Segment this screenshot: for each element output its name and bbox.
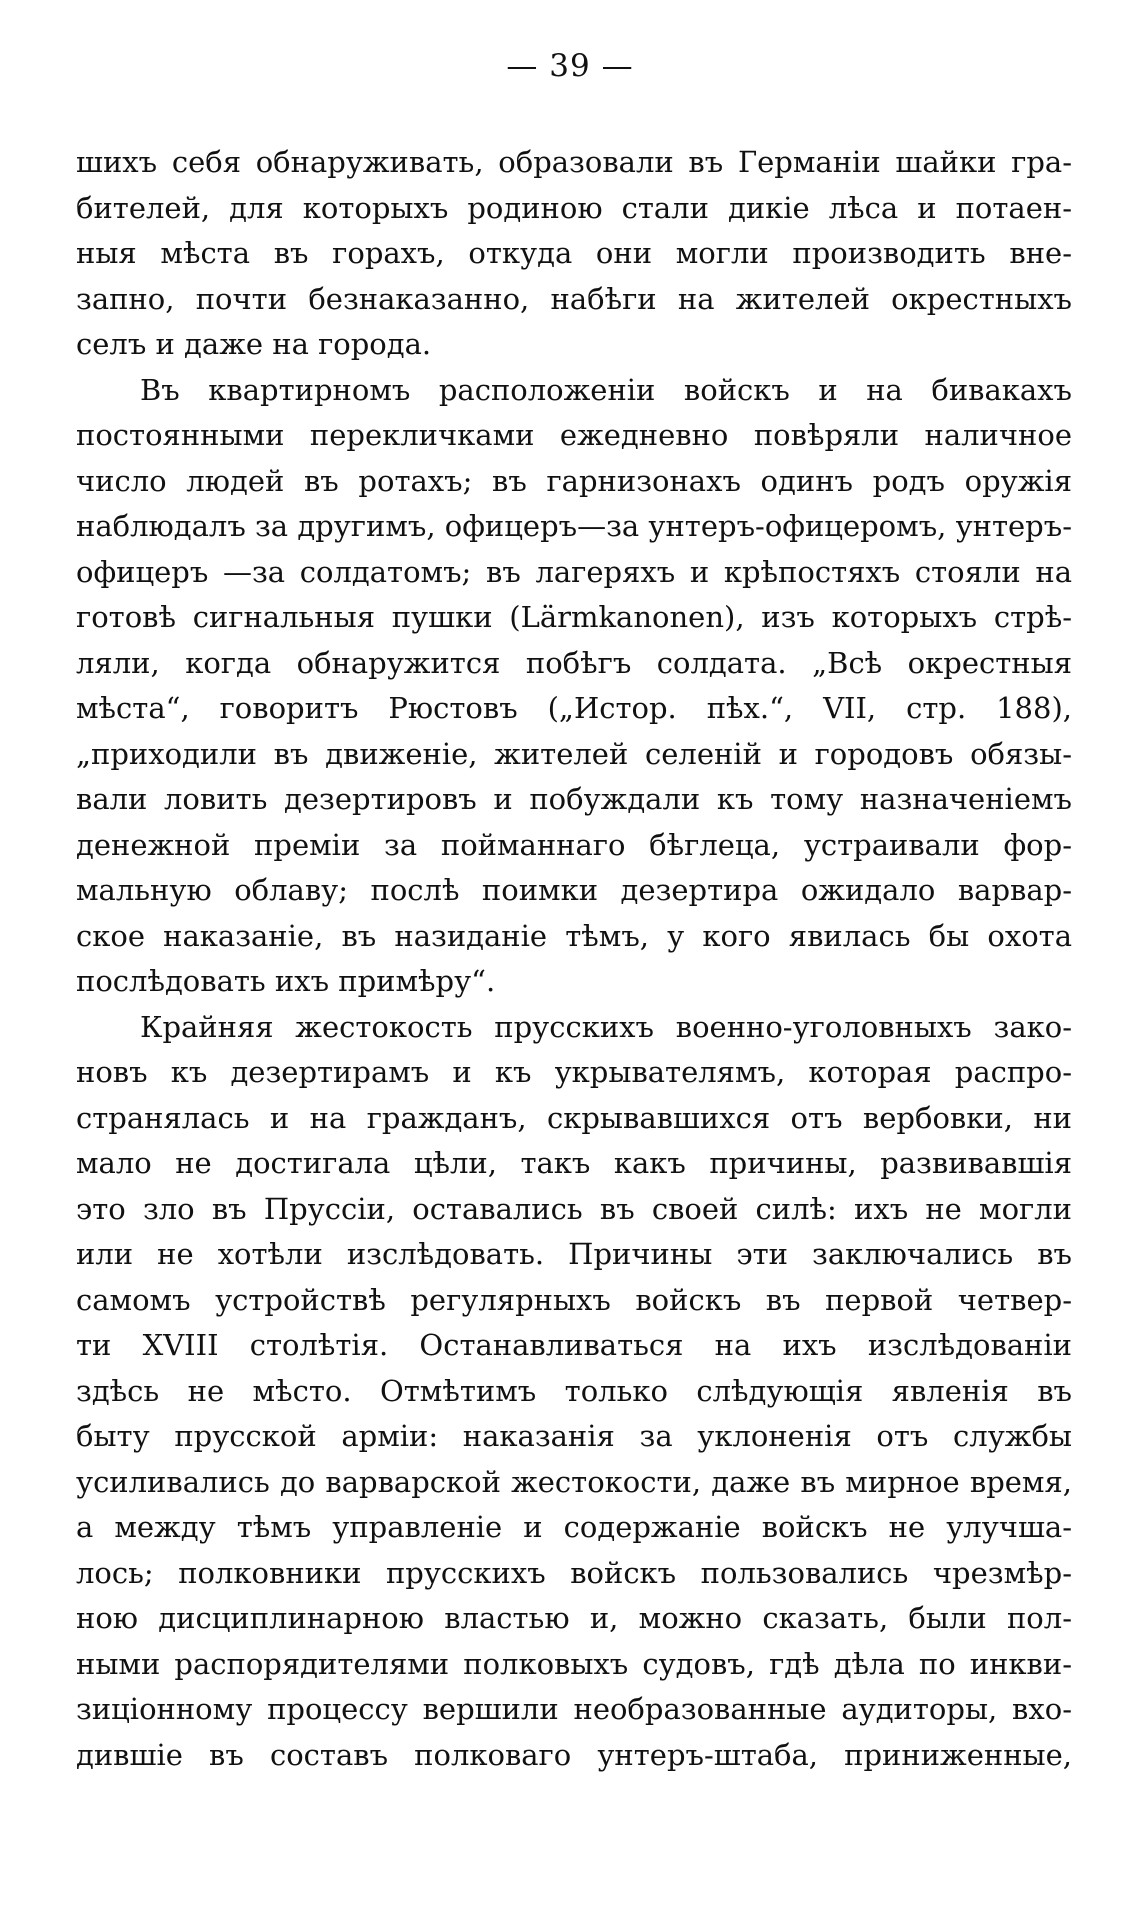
page-number: — 39 — <box>506 48 634 84</box>
text-line: денежной преміи за пойманнаго бѣглеца, устраивали фор- <box>76 827 1072 862</box>
text-line: постоянными перекличками ежедневно повѣряли наличное <box>76 418 1072 452</box>
body-text <box>76 140 1072 1778</box>
text-line: ляли, когда обнаружится побѣгъ солдата. „Всѣ окрестныя <box>76 645 1072 680</box>
text-line: мало не достигала цѣли, такъ какъ причины, развивавшія <box>76 1146 1072 1180</box>
text-line: ское наказаніе, въ назиданіе тѣмъ, у кого явилась бы охота <box>76 918 1072 953</box>
text-line: офицеръ —за солдатомъ; въ лагеряхъ и крѣпостяхъ стояли на <box>76 554 1072 589</box>
text-line: бителей, для которыхъ родиною стали дикіе лѣса и потаен- <box>76 190 1072 225</box>
text-line: запно, почти безнаказанно, набѣги на жителей окрестныхъ <box>76 281 1072 316</box>
text-line: а между тѣмъ управленіе и содержаніе войскъ не улучша- <box>76 1510 1072 1544</box>
text-line: шихъ себя обнаруживать, образовали въ Германіи шайки гра- <box>76 145 1072 179</box>
text-line: вали ловить дезертировъ и побуждали къ тому назначеніемъ <box>76 782 1072 816</box>
text-line: лось; полковники прусскихъ войскъ пользовались чрезмѣр- <box>76 1555 1072 1590</box>
text-line: Крайняя жестокость прусскихъ военно-уголовныхъ зако- <box>140 1009 1072 1044</box>
text-line: усиливались до варварской жестокости, даже въ мирное время, <box>76 1464 1072 1499</box>
text-line: зиціонному процессу вершили необразованные аудиторы, вхо- <box>76 1692 1072 1726</box>
text-line: самомъ устройствѣ регулярныхъ войскъ въ первой четвер- <box>76 1282 1072 1317</box>
text-line: готовѣ сигнальныя пушки (Lärmkanonen), изъ которыхъ стрѣ- <box>76 600 1072 634</box>
text-line: наблюдалъ за другимъ, офицеръ—за унтеръ-офицеромъ, унтеръ- <box>76 509 1072 543</box>
text-line: Въ квартирномъ расположеніи войскъ и на бивакахъ <box>140 372 1072 407</box>
paragraph-3 <box>76 1005 1072 1779</box>
text-line: странялась и на гражданъ, скрывавшихся отъ вербовки, ни <box>76 1100 1072 1135</box>
text-line: ною дисциплинарною властью и, можно сказать, были пол- <box>76 1601 1072 1635</box>
text-line: дившіе въ составъ полковаго унтеръ-штаба, приниженные, <box>76 1737 1072 1772</box>
text-line: ными распорядителями полковыхъ судовъ, гдѣ дѣла по инкви- <box>76 1646 1072 1681</box>
text-line: новъ къ дезертирамъ и къ укрывателямъ, которая распро- <box>76 1055 1072 1089</box>
text-line: быту прусской арміи: наказанія за уклоненія отъ службы <box>76 1419 1072 1453</box>
text-line: число людей въ ротахъ; въ гарнизонахъ одинъ родъ оружія <box>76 463 1072 498</box>
text-line: „приходили въ движеніе, жителей селеній и городовъ обязы- <box>76 736 1072 771</box>
text-line: или не хотѣли изслѣдовать. Причины эти заключались въ <box>76 1237 1072 1271</box>
text-line: ныя мѣста въ горахъ, откуда они могли производить вне- <box>76 236 1072 270</box>
text-line: это зло въ Пруссіи, оставались въ своей силѣ: ихъ не могли <box>76 1191 1072 1226</box>
text-line: послѣдовать ихъ примѣру“. <box>76 964 496 998</box>
text-line: ти XVIII столѣтія. Останавливаться на ихъ изслѣдованіи <box>76 1328 1072 1362</box>
text-line: селъ и даже на города. <box>76 327 432 361</box>
text-line: мальную облаву; послѣ поимки дезертира ожидало варвар- <box>76 873 1072 907</box>
text-line: мѣста“, говоритъ Рюстовъ („Истор. пѣх.“, VII, стр. 188), <box>76 691 1072 725</box>
paragraph-2 <box>76 368 1072 1005</box>
text-line: здѣсь не мѣсто. Отмѣтимъ только слѣдующія явленія въ <box>76 1373 1072 1408</box>
paragraph-1 <box>76 140 1072 368</box>
